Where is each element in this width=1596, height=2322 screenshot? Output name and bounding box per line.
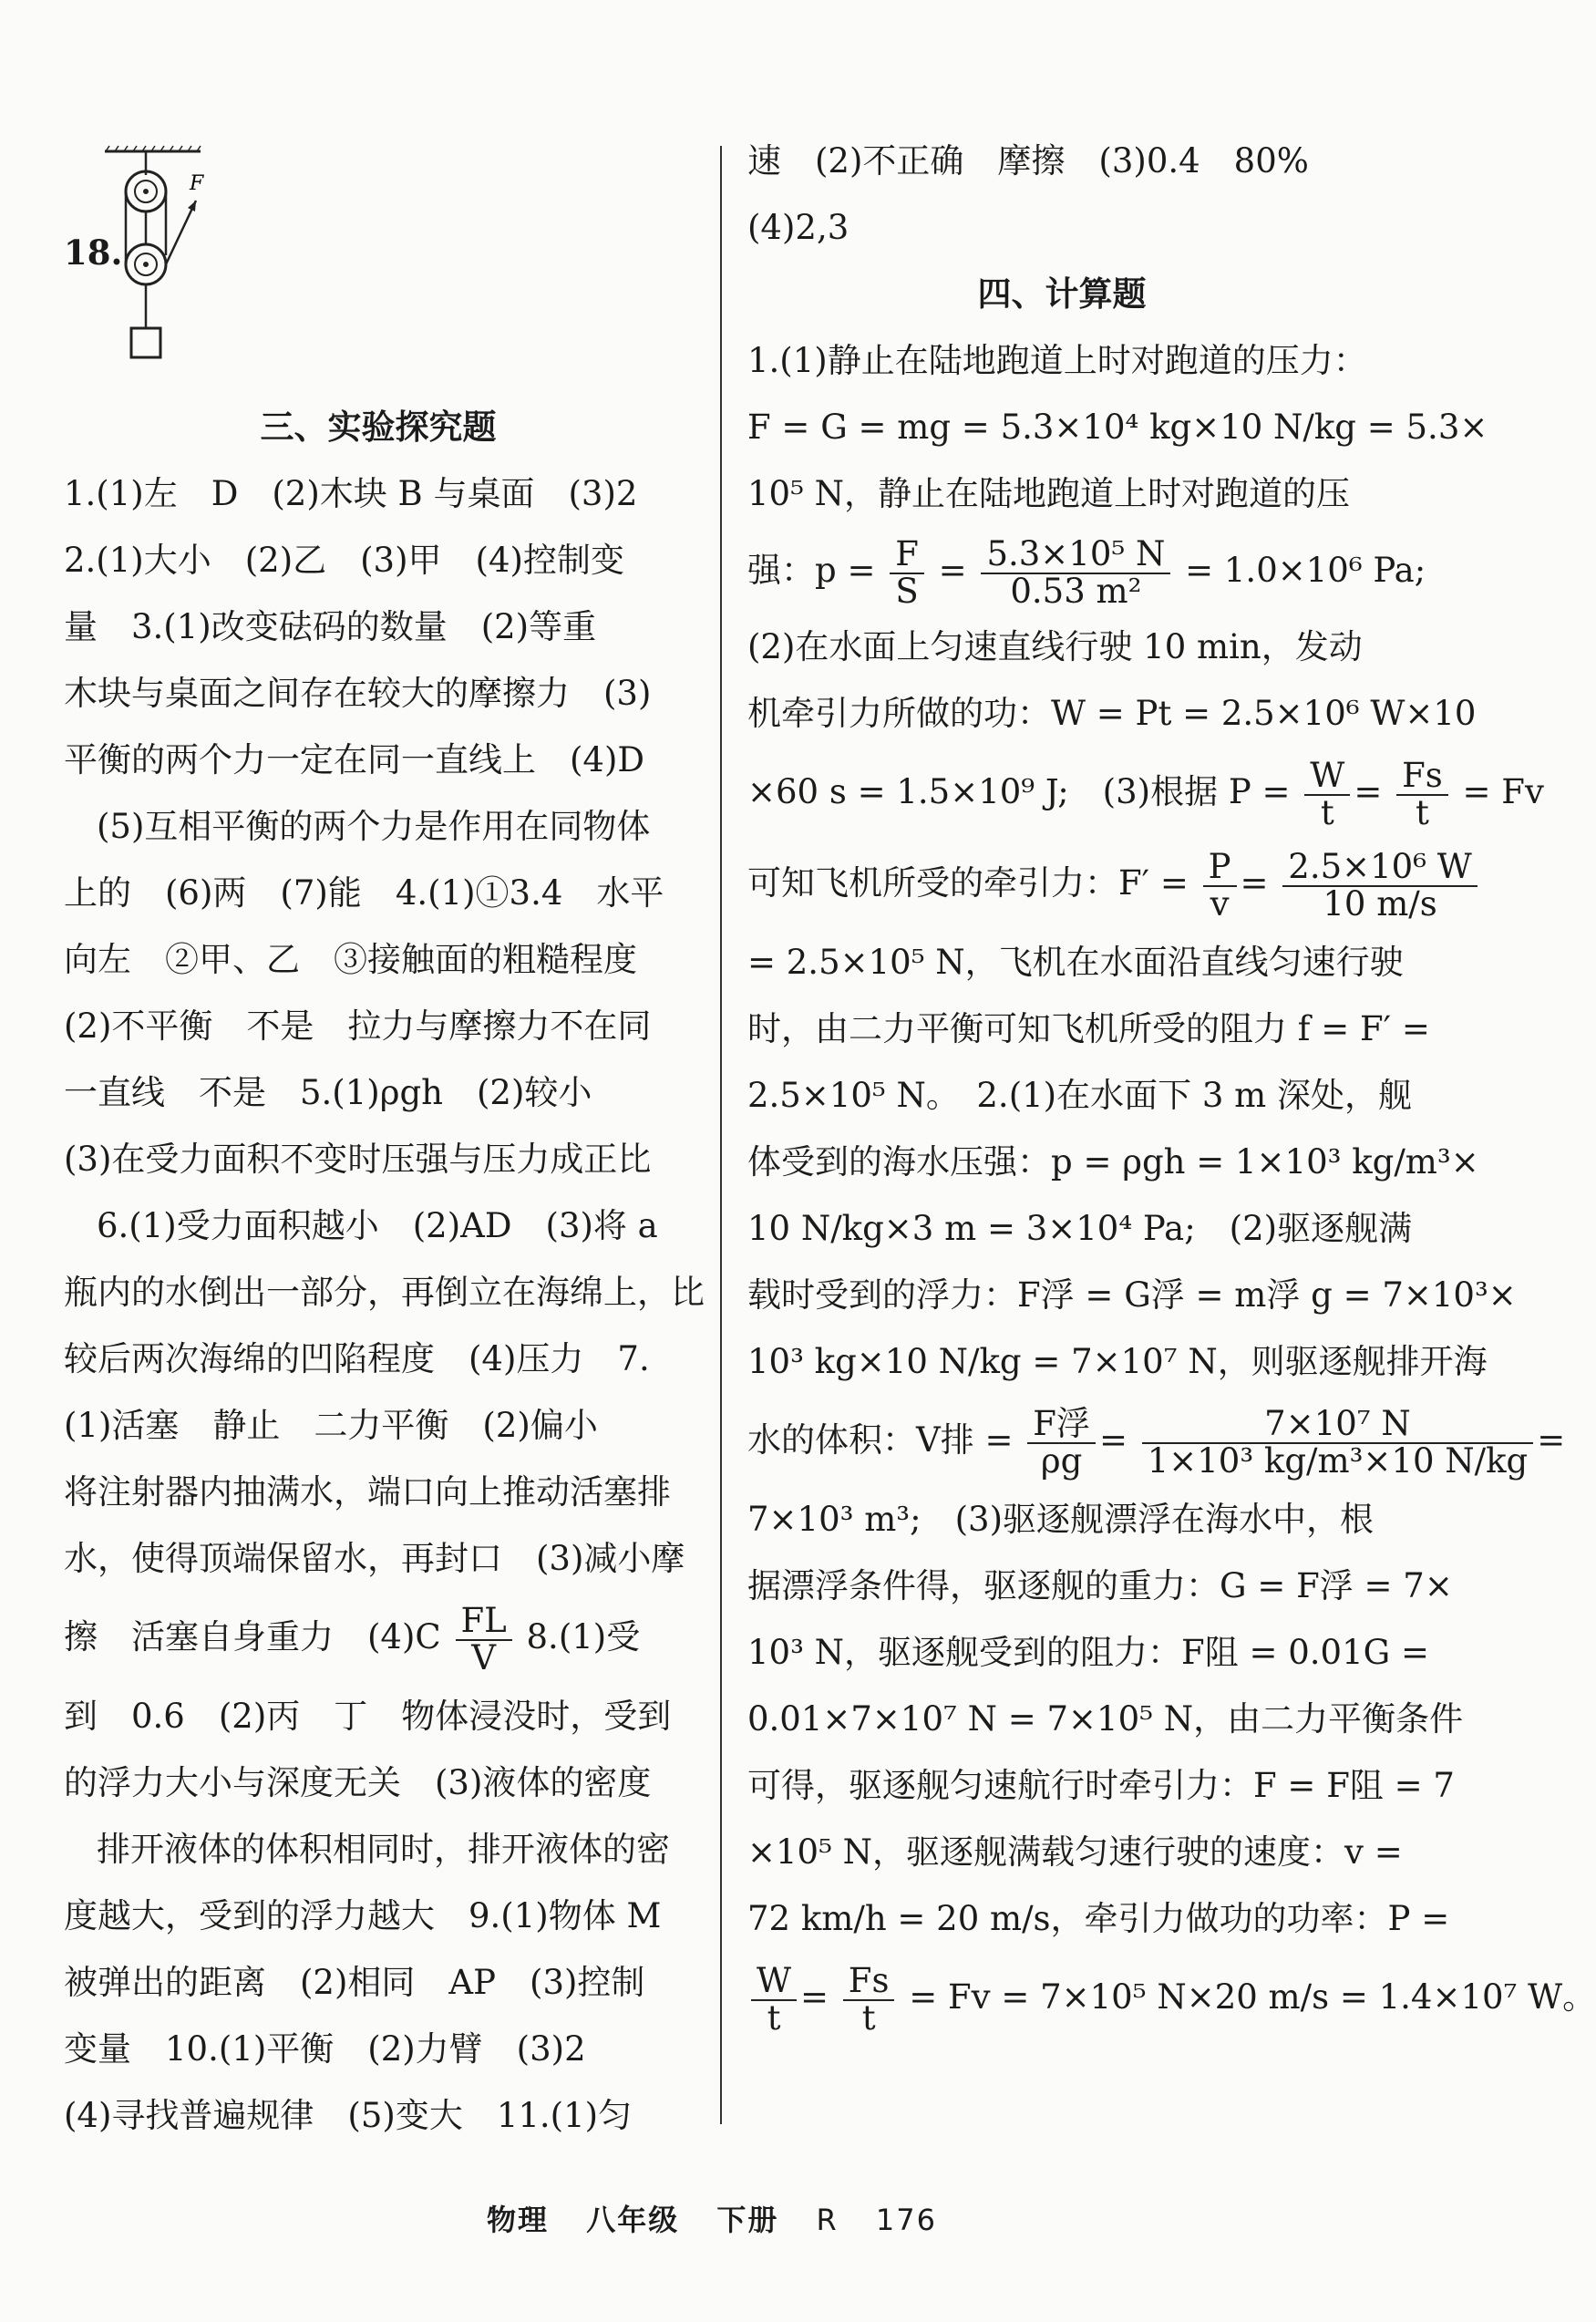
column-divider	[720, 146, 722, 2124]
section-title-calculation: 四、计算题	[977, 274, 1147, 314]
answer-line: 度越大，受到的浮力越大 9.(1)物体 M	[64, 1896, 662, 1935]
answer-line: (4)2,3	[747, 208, 849, 247]
answer-line: (1)活塞 静止 二力平衡 (2)偏小	[64, 1406, 598, 1445]
answer-line: 较后两次海绵的凹陷程度 (4)压力 7.	[64, 1339, 650, 1378]
answer-line: 时，由二力平衡可知飞机所受的阻力 f = F′ =	[747, 1009, 1430, 1048]
answer-line-fraction: 水的体积：V排 = $\frac{\text{F浮}}{\rho g}$ = $\frac{\text{7×10⁷ N}}{\text{1×10³ kg/m³×10 N/kg}}$ =	[747, 1403, 1566, 1481]
answer-line: = 2.5×10⁵ N，飞机在水面沿直线匀速行驶	[747, 943, 1404, 982]
fraction: $\frac{Fs}{t}$	[1396, 759, 1448, 831]
answer-line: (3)在受力面积不变时压强与压力成正比	[64, 1140, 652, 1179]
answer-line: 机牵引力所做的功：W = Pt = 2.5×10⁶ W×10	[747, 694, 1477, 733]
answer-line: 72 km/h = 20 m/s，牵引力做功的功率：P =	[747, 1899, 1450, 1938]
answer-line: 2.5×10⁵ N。 2.(1)在水面下 3 m 深处，舰	[747, 1076, 1413, 1115]
question-18-number: 18.	[64, 232, 123, 273]
footer-subject: 物理	[487, 2203, 550, 2237]
left-column	[64, 128, 705, 2149]
answer-line: 10 N/kg×3 m = 3×10⁴ Pa; (2)驱逐舰满	[747, 1209, 1413, 1248]
fraction: $\frac{\text{2.5×10⁶ W}}{10 m/s}$	[1282, 850, 1478, 923]
answer-line: (5)互相平衡的两个力是作用在同物体	[97, 807, 651, 846]
answer-line: 体受到的海水压强：p = ρgh = 1×10³ kg/m³×	[747, 1142, 1479, 1182]
answer-line: 将注射器内抽满水，端口向上推动活塞排	[64, 1472, 671, 1512]
fraction: $\frac{F}{S}$	[890, 537, 924, 610]
answer-line: 水，使得顶端保留水，再封口 (3)减小摩	[64, 1539, 685, 1578]
answer-line: 2.(1)大小 (2)乙 (3)甲 (4)控制变	[64, 541, 624, 580]
answer-line-fraction: 强：p = $\frac{F}{S}$ = $\frac{\text{5.3×10⁵ N}}{\text{0.53 m²}}$ = 1.0×10⁶ Pa;	[747, 533, 1426, 611]
answer-line-fraction: 擦 活塞自身重力 (4)C $\frac{FL}{V}$ 8.(1)受	[64, 1600, 641, 1677]
answer-line: 1.(1)静止在陆地跑道上时对跑道的压力：	[747, 341, 1367, 380]
answer-line: 7×10³ m³; (3)驱逐舰漂浮在海水中，根	[747, 1500, 1375, 1539]
answer-line: 的浮力大小与深度无关 (3)液体的密度	[64, 1763, 652, 1802]
answer-line: 10⁵ N，静止在陆地跑道上时对跑道的压	[747, 474, 1351, 513]
answer-line: (4)寻找普遍规律 (5)变大 11.(1)匀	[64, 2096, 633, 2135]
footer-page-number: 176	[875, 2203, 937, 2237]
answer-line: (2)在水面上匀速直线行驶 10 min，发动	[747, 627, 1363, 666]
answer-line-fraction: $\frac{W}{t}$ = $\frac{Fs}{t}$ = Fv = 7×10⁵ N×20 m/s = 1.4×10⁷ W。	[747, 1952, 1376, 2043]
fraction: $\frac{W}{t}$	[1304, 759, 1350, 831]
answer-line: 被弹出的距离 (2)相同 AP (3)控制	[64, 1963, 645, 2002]
answer-line: 向左 ②甲、乙 ③接触面的粗糙程度	[64, 940, 637, 979]
answer-line: 排开液体的体积相同时，排开液体的密	[97, 1830, 670, 1869]
answer-line: 6.(1)受力面积越小 (2)AD (3)将 a	[97, 1206, 658, 1245]
fraction: $\frac{\text{5.3×10⁵ N}}{\text{0.53 m²}}$	[981, 537, 1170, 610]
answer-line: 载时受到的浮力：F浮 = G浮 = m浮 g = 7×10³×	[747, 1275, 1517, 1315]
answer-line-fraction: ×60 s = 1.5×10⁹ J; (3)根据 P = $\frac{W}{t}$ = $\frac{Fs}{t}$ = Fv	[747, 755, 1544, 832]
footer-volume: 下册	[716, 2203, 779, 2237]
fraction: $\frac{Fs}{t}$	[843, 1964, 895, 2037]
page-footer	[0, 2197, 1424, 2239]
answer-line: 1.(1)左 D (2)木块 B 与桌面 (3)2	[64, 474, 638, 513]
answer-line: 10³ kg×10 N/kg = 7×10⁷ N，则驱逐舰排开海	[747, 1342, 1488, 1381]
answer-line: 变量 10.(1)平衡 (2)力臂 (3)2	[64, 2029, 586, 2069]
fraction-fl-v: $\frac{FL}{V}$	[456, 1604, 512, 1677]
answer-line: 瓶内的水倒出一部分，再倒立在海绵上，比	[64, 1273, 705, 1312]
answer-line: (2)不平衡 不是 拉力与摩擦力不在同	[64, 1006, 652, 1046]
section-title-experiment: 三、实验探究题	[260, 408, 497, 447]
answer-line: 量 3.(1)改变砝码的数量 (2)等重	[64, 607, 597, 646]
answer-line: 一直线 不是 5.(1)ρgh (2)较小	[64, 1073, 592, 1112]
answer-line: 可得，驱逐舰匀速航行时牵引力：F = F阻 = 7	[747, 1766, 1455, 1805]
answer-line: 到 0.6 (2)丙 丁 物体浸没时，受到	[64, 1697, 672, 1736]
footer-edition: R	[816, 2203, 839, 2237]
fraction: $\frac{\text{7×10⁷ N}}{\text{1×10³ kg/m³×10 N/kg}}$	[1142, 1407, 1534, 1480]
fraction: $\frac{\text{F浮}}{\rho g}$	[1027, 1407, 1096, 1480]
fraction: $\frac{W}{t}$	[751, 1964, 797, 2037]
answer-line: F = G = mg = 5.3×10⁴ kg×10 N/kg = 5.3×	[747, 408, 1488, 447]
answer-line: 木块与桌面之间存在较大的摩擦力 (3)	[64, 674, 652, 713]
answer-line-fraction: 可知飞机所受的牵引力：F′ = $\frac{P}{v}$ = $\frac{\text{2.5×10⁶ W}}{10 m/s}$	[747, 838, 1376, 929]
footer-grade: 八年级	[586, 2203, 680, 2237]
answer-line: 速 (2)不正确 摩擦 (3)0.4 80%	[747, 141, 1309, 181]
answer-line: 10³ N，驱逐舰受到的阻力：F阻 = 0.01G =	[747, 1633, 1429, 1672]
force-label: F	[190, 172, 204, 195]
answer-line: 0.01×7×10⁷ N = 7×10⁵ N，由二力平衡条件	[747, 1699, 1464, 1739]
answer-line: 据漂浮条件得，驱逐舰的重力：G = F浮 = 7×	[747, 1566, 1453, 1605]
answer-line: 上的 (6)两 (7)能 4.(1)①3.4 水平	[64, 873, 664, 913]
answer-line: ×10⁵ N，驱逐舰满载匀速行驶的速度：v =	[747, 1832, 1403, 1872]
fraction: $\frac{P}{v}$	[1203, 850, 1237, 923]
answer-line: 平衡的两个力一定在同一直线上 (4)D	[64, 740, 645, 779]
right-column	[747, 128, 1596, 2043]
